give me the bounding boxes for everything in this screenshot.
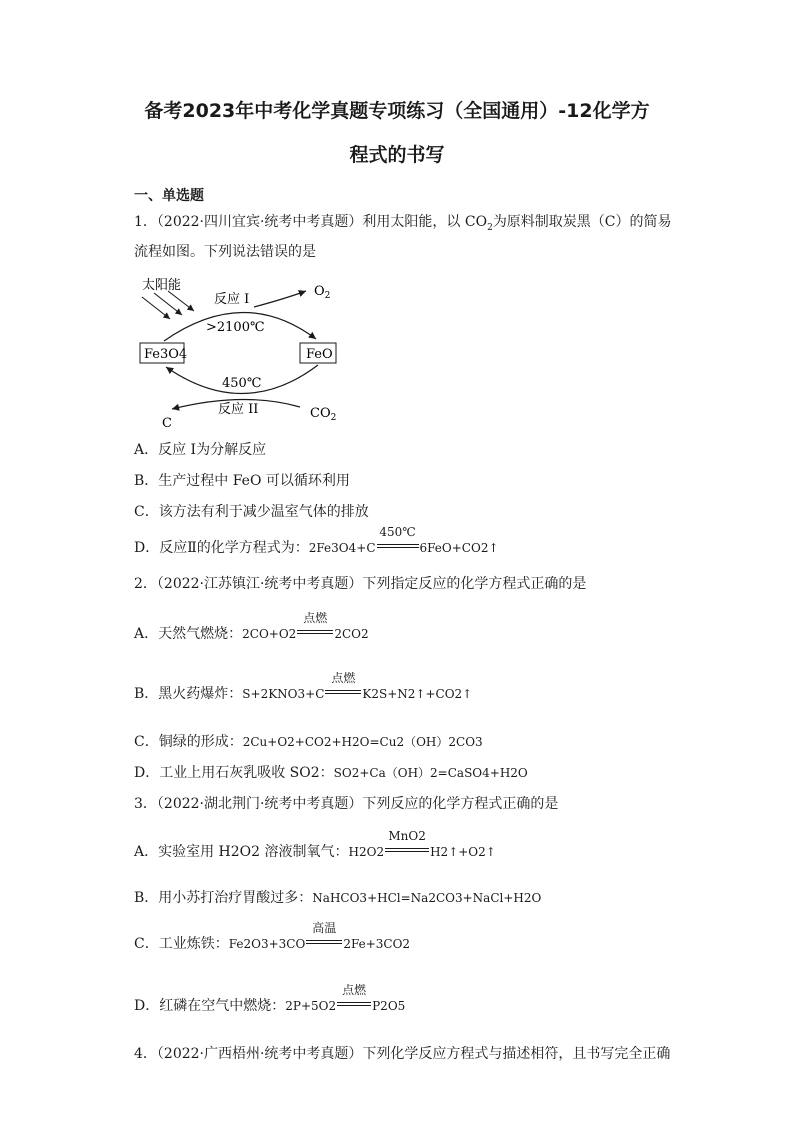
q1-option-c: C．该方法有利于减少温室气体的排放	[134, 504, 369, 520]
question-4-stem: 4．（2022·广西梧州·统考中考真题）下列化学反应方程式与描述相符，且书写完全正确	[134, 1046, 671, 1062]
o2-label: $O_2$	[314, 284, 331, 301]
q2-a-rhs: 2CO2	[334, 627, 369, 641]
question-3-stem: 3．（2022·湖北荆门·统考中考真题）下列反应的化学方程式正确的是	[134, 796, 559, 812]
q1-d-lhs: 2Fe3O4+C	[308, 541, 376, 555]
q3-option-c	[134, 921, 411, 954]
q2-c-equation: 2Cu+O2+CO2+H2O=Cu2（OH）2CO3	[242, 735, 483, 749]
q2-a-lhs: 2CO+O2	[242, 627, 297, 641]
q3-b-equation: NaHCO3+HCl=Na2CO3+NaCl+H2O	[312, 891, 542, 905]
q2-option-a	[134, 611, 369, 644]
sun-arrow-3	[168, 291, 194, 311]
q3-option-a	[134, 829, 496, 862]
q3-d-rhs: P2O5	[372, 999, 406, 1013]
section-heading: 一、单选题	[134, 188, 204, 204]
q3-c-condition	[306, 921, 342, 948]
q3-option-d	[134, 983, 406, 1016]
q2-option-b	[134, 671, 473, 704]
co2-label: $CO_2$	[310, 406, 337, 423]
q2-d-prefix: D．工业上用石灰乳吸收 SO2：	[134, 765, 334, 781]
q2-b-rhs: K2S+N2↑+CO2↑	[362, 687, 473, 701]
q1-stem-b: 为原料制取炭黑（C）的简易	[492, 214, 672, 230]
q2-option-d	[134, 763, 528, 783]
q3-a-condition	[385, 829, 429, 856]
q3-a-cond-text: MnO2	[388, 829, 426, 843]
q3-b-prefix: B．用小苏打治疗胃酸过多：	[134, 890, 313, 906]
reaction-1-label: 反应 I	[214, 292, 250, 307]
q3-c-cond-text: 高温	[312, 921, 337, 935]
page-title-line1: 备考2023年中考化学真题专项练习（全国通用）-12化学方	[144, 100, 650, 122]
q3-d-lhs: 2P+5O2	[285, 999, 337, 1013]
q2-c-prefix: C．铜绿的形成：	[134, 734, 243, 750]
q3-c-prefix: C．工业炼铁：	[134, 936, 229, 952]
q3-option-b	[134, 888, 541, 908]
question-1-stem-line2: 流程如图。下列说法错误的是	[134, 244, 316, 260]
reaction-cycle-diagram	[134, 275, 364, 435]
question-1-stem	[134, 212, 672, 238]
q2-b-prefix: B．黑火药爆炸：	[134, 686, 243, 702]
q1-d-rhs: 6FeO+CO2↑	[419, 541, 499, 555]
q3-d-cond-text: 点燃	[342, 983, 367, 997]
q3-c-rhs: 2Fe+3CO2	[343, 937, 411, 951]
sun-arrow-2	[154, 293, 182, 315]
q2-d-equation: SO2+Ca（OH）2=CaSO4+H2O	[333, 766, 528, 780]
o2-arrow	[254, 291, 306, 307]
reaction-2-label: 反应 II	[218, 402, 259, 417]
temp-1-label: >2100℃	[206, 320, 265, 335]
q3-d-condition	[337, 983, 371, 1010]
q2-b-condition	[325, 671, 361, 698]
question-2-stem: 2．（2022·江苏镇江·统考中考真题）下列指定反应的化学方程式正确的是	[134, 576, 587, 592]
q3-d-prefix: D．红磷在空气中燃烧：	[134, 998, 286, 1014]
temp-2-label: 450℃	[222, 376, 262, 391]
q1-option-a: A．反应 I为分解反应	[134, 442, 267, 458]
sun-label: 太阳能	[142, 278, 182, 293]
q3-a-rhs: H2↑+O2↑	[430, 845, 496, 859]
q1-d-condition	[377, 525, 419, 552]
q1-stem-a: 1．（2022·四川宜宾·统考中考真题）利用太阳能，以 CO	[134, 214, 488, 230]
q3-a-prefix: A．实验室用 H2O2 溶液制氧气：	[134, 844, 349, 860]
q1-option-d	[134, 525, 499, 558]
q3-a-lhs: H2O2	[348, 845, 385, 859]
q2-b-cond-text: 点燃	[331, 671, 356, 685]
q2-a-cond-text: 点燃	[303, 611, 328, 625]
sun-arrow-1	[142, 297, 170, 319]
q2-option-c	[134, 732, 483, 752]
q2-a-prefix: A．天然气燃烧：	[134, 626, 243, 642]
q3-c-lhs: Fe2O3+3CO	[228, 937, 306, 951]
q1-stem-sub: 2	[487, 222, 493, 233]
q1-d-cond-text: 450℃	[379, 525, 416, 539]
q2-a-condition	[297, 611, 333, 638]
q2-b-lhs: S+2KNO3+C	[242, 687, 325, 701]
fe3o4-label: Fe3O4	[144, 347, 188, 362]
q1-d-prefix: D．反应Ⅱ的化学方程式为：	[134, 540, 309, 556]
feo-label: FeO	[306, 347, 333, 362]
q1-option-b: B．生产过程中 FeO 可以循环利用	[134, 473, 350, 489]
page-title-line2: 程式的书写	[349, 144, 445, 166]
c-label: C	[162, 416, 172, 431]
